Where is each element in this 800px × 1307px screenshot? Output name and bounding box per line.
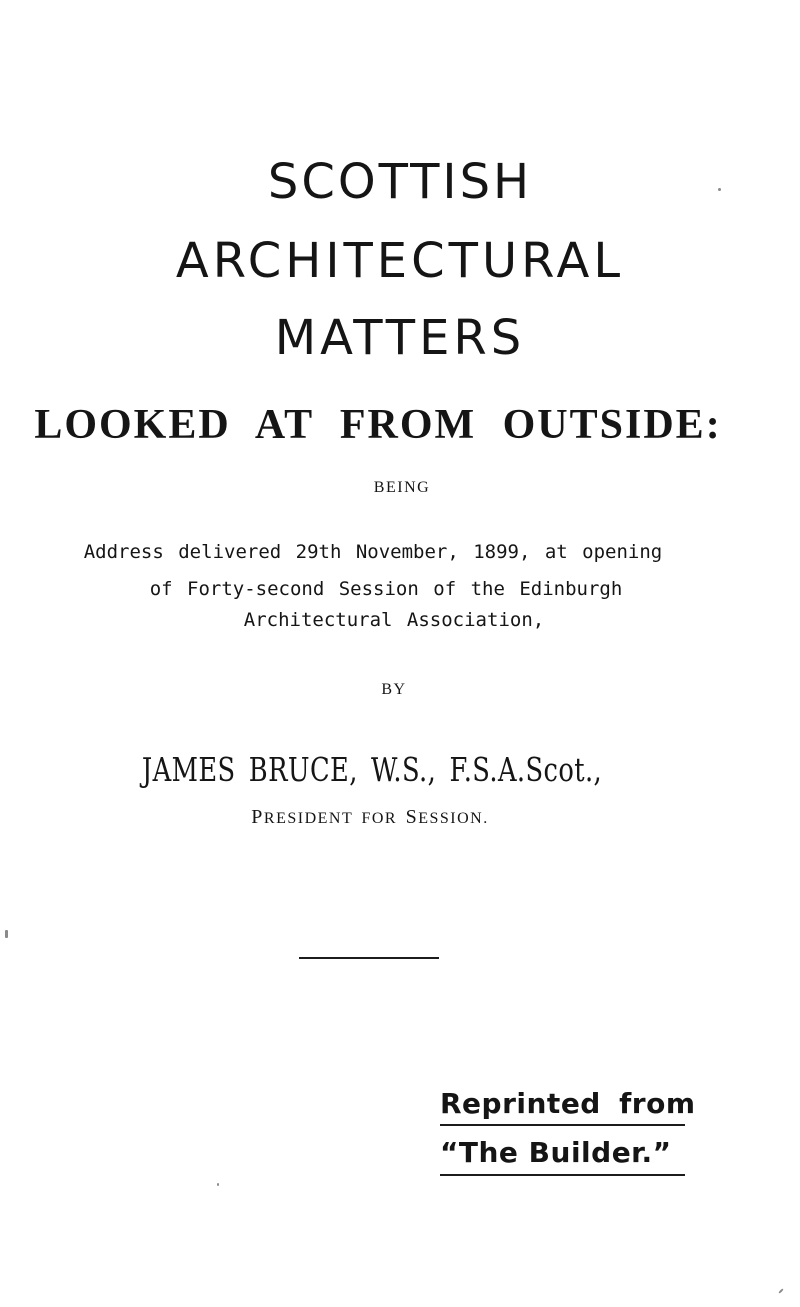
being-label: BEING [373,479,431,496]
paper-speck [217,1183,219,1186]
reprint-underline-1 [440,1124,685,1126]
position-initial-s: S [405,806,419,828]
reprint-underline-2 [440,1174,685,1176]
title-line-3: MATTERS [274,310,526,366]
by-label: BY [381,681,407,698]
position-text-1: RESIDENT FOR [263,810,406,827]
paper-speck [718,188,721,191]
address-line-1: Address delivered 29th November, 1899, at opening [83,541,663,563]
position-initial-p: P [251,806,264,828]
address-line-3: Architectural Association, [243,609,545,631]
paper-speck [5,930,8,938]
position-text-2: ESSION. [418,810,489,827]
reprint-line-1: Reprinted from [440,1087,696,1120]
reprint-line-2: “The Builder.” [440,1136,672,1169]
section-divider [299,957,439,959]
paper-speck [778,1288,784,1294]
title-line-1: SCOTTISH [267,154,533,210]
author-position [0,806,770,830]
subtitle: LOOKED AT FROM OUTSIDE: [34,402,722,448]
address-line-2: of Forty-second Session of the Edinburgh [149,578,623,600]
author-name: JAMES BRUCE, W.S., F.S.A.Scot., [141,750,603,789]
title-line-2: ARCHITECTURAL [175,233,625,289]
